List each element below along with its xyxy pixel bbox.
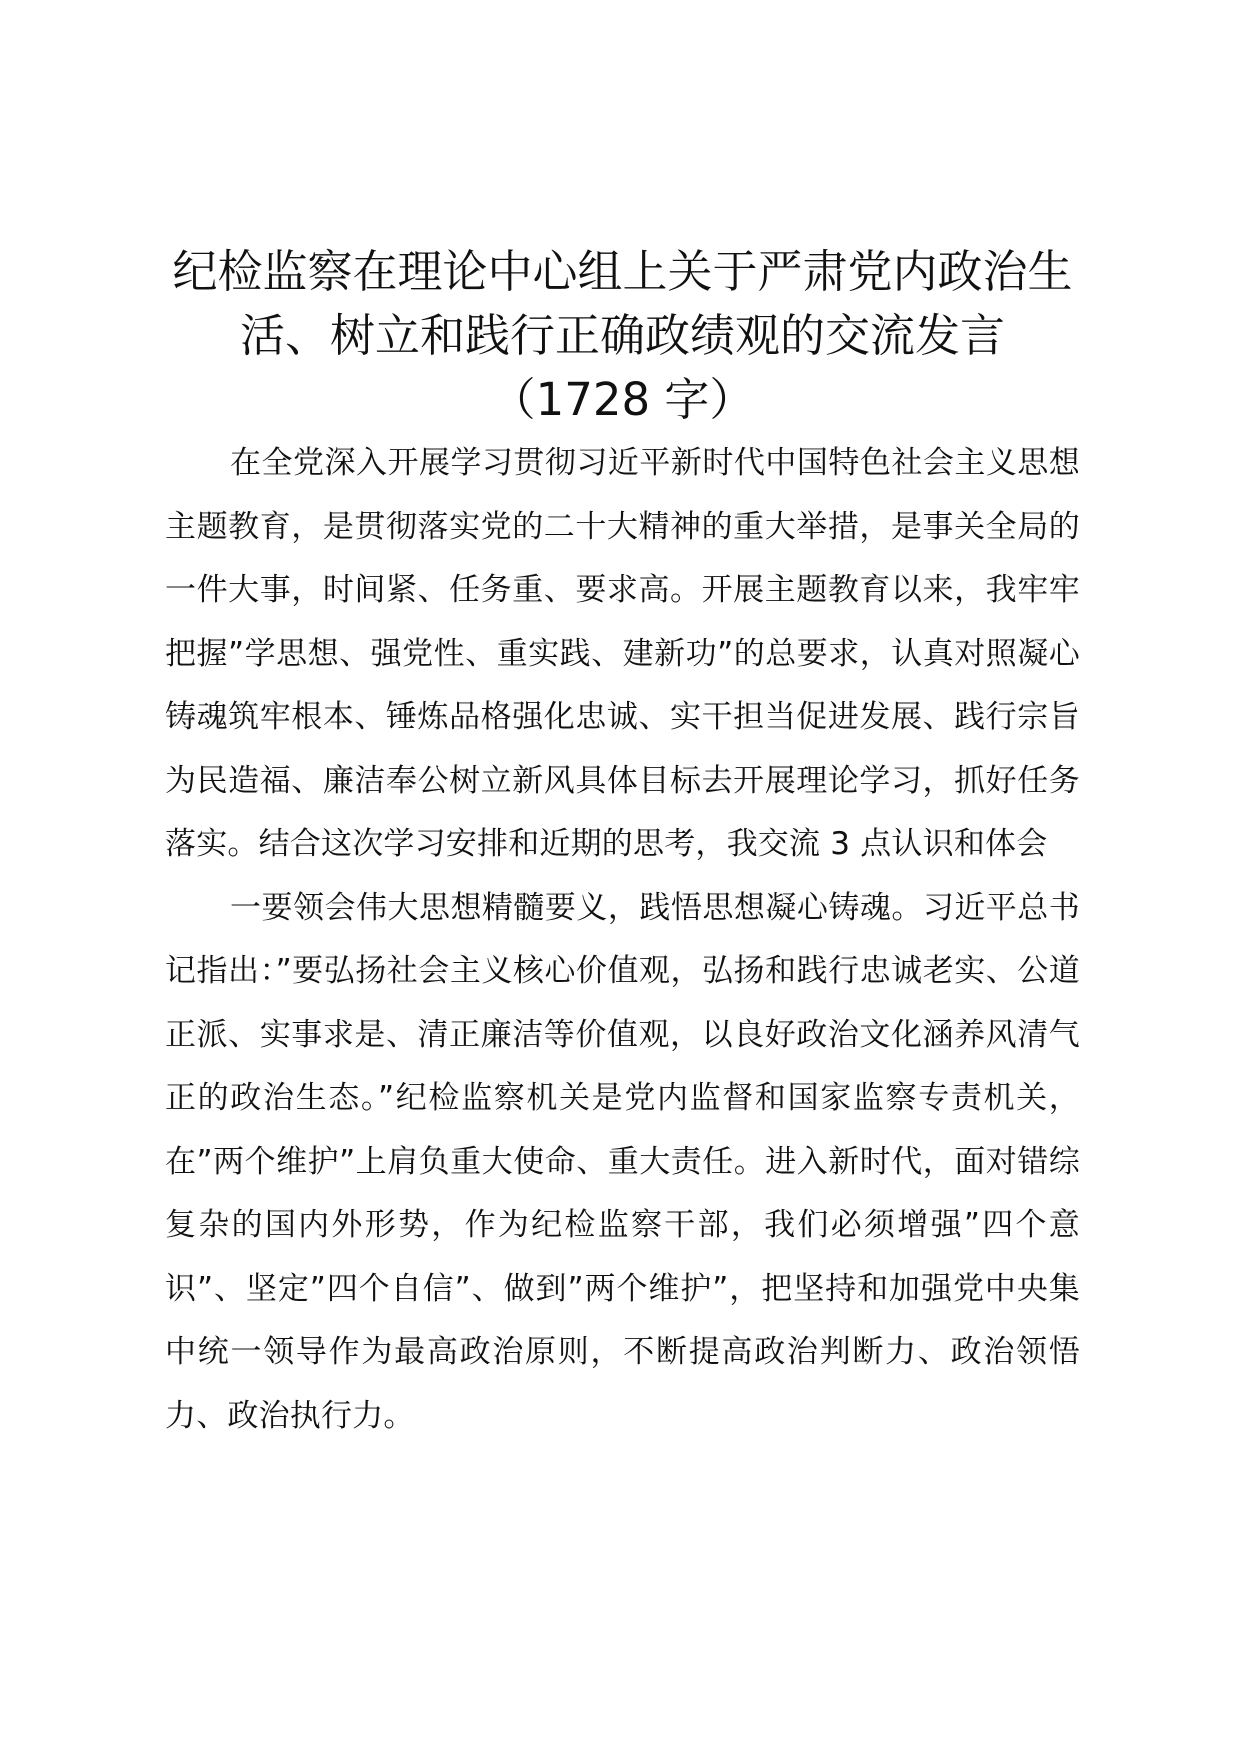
document-page xyxy=(165,240,1080,1448)
title-line-1: 纪检监察在理论中心组上关于严肃党内政治生 xyxy=(172,245,1073,298)
title-line-2: 活、树立和践行正确政绩观的交流发言 xyxy=(239,309,1005,362)
paragraph-point-one: 一要领会伟大思想精髓要义，践悟思想凝心铸魂。习近平总书记指出：”要弘扬社会主义核心价值观，弘扬和践行忠诚老实、公道正派、实事求是、清正廉洁等价值观，以良好政治文化涵养风清气正的政治生态。”纪检监察机关是党内监督和国家监察专责机关，在”两个维护”上肩负重大使命、重大责任。进入新时代，面对错综复杂的国内外形势，作为纪检监察干部，我们必须增强”四个意识”、坚定”四个自信”、做到”两个维护”，把坚持和加强党中央集中统一领导作为最高政治原则，不断提高政治判断力、政治领悟力、政治执行力。 xyxy=(165,889,1080,1434)
word-count: （1728 字） xyxy=(490,373,755,426)
document-title xyxy=(165,240,1080,432)
paragraph-intro: 在全党深入开展学习贯彻习近平新时代中国特色社会主义思想主题教育，是贯彻落实党的二十大精神的重大举措，是事关全局的一件大事，时间紧、任务重、要求高。开展主题教育以来，我牢牢把握”学思想、强党性、重实践、建新功”的总要求，认真对照凝心铸魂筑牢根本、锤炼品格强化忠诚、实干担当促进发展、践行宗旨为民造福、廉洁奉公树立新风具体目标去开展理论学习，抓好任务落实。结合这次学习安排和近期的思考，我交流 3 点认识和体会 xyxy=(165,445,1080,862)
